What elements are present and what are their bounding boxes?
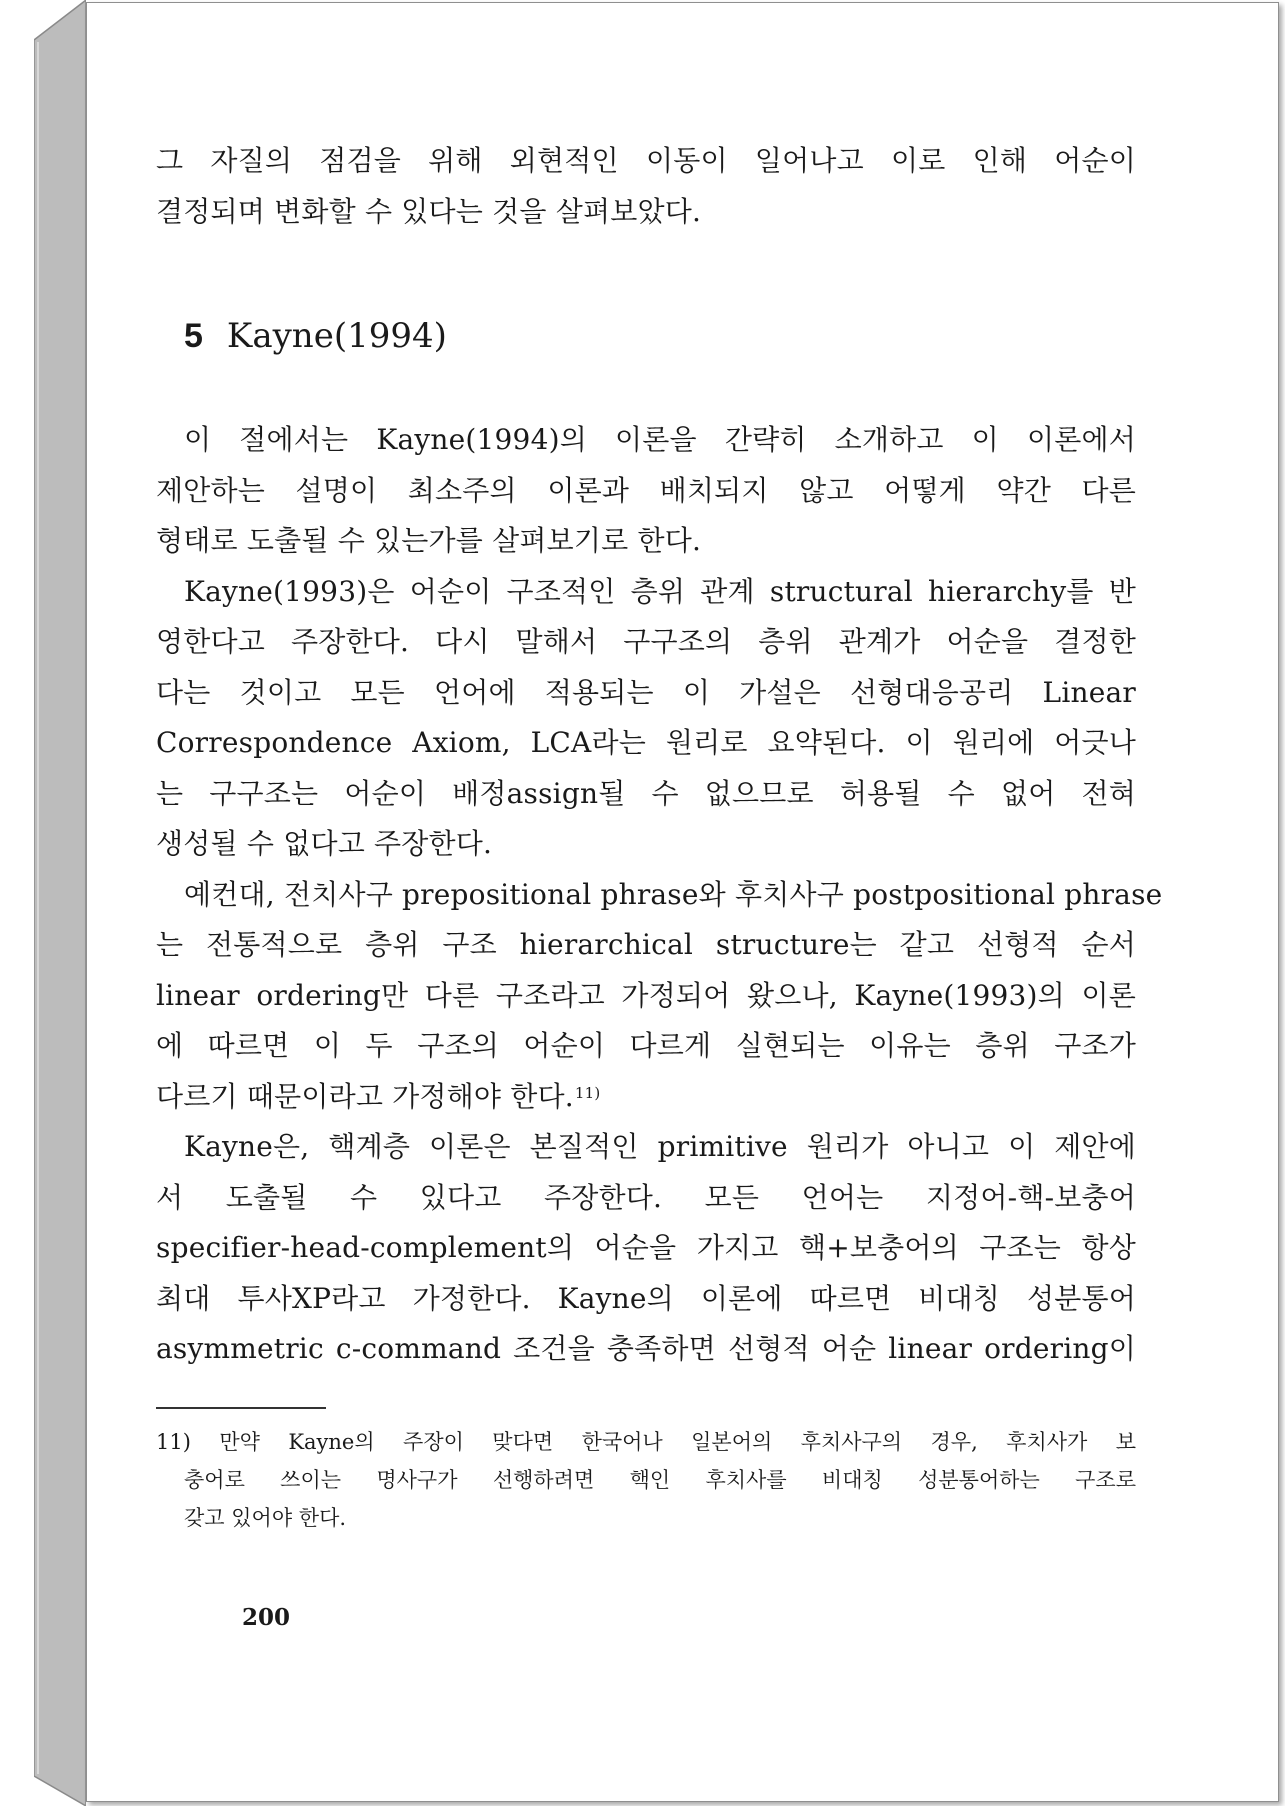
footnote-line bbox=[156, 1423, 1136, 1461]
footnote-line: 갖고 있어야 한다. bbox=[184, 1505, 347, 1530]
page-content bbox=[156, 136, 1163, 1537]
text-line: asymmetric c-command 조건을 충족하면 선형적 어순 linear ordering이 bbox=[156, 1332, 1136, 1365]
text-line: 제안하는 설명이 최소주의 이론과 배치되지 않고 어떻게 약간 다른 bbox=[156, 473, 1136, 507]
footnote-reference[interactable]: 11) bbox=[574, 1083, 601, 1102]
footnote-line: 충어로 쓰이는 명사구가 선행하려면 핵인 후치사를 비대칭 성분통어하는 구조로 bbox=[184, 1467, 1136, 1492]
book-spine bbox=[34, 0, 86, 1806]
text-line: 생성될 수 없다고 주장한다. bbox=[156, 827, 493, 860]
section-number: 5 bbox=[184, 317, 203, 355]
paragraph-phrases bbox=[156, 870, 1163, 1123]
text-line: Kayne은, 핵계층 이론은 본질적인 primitive 원리가 아니고 이 제안에 bbox=[184, 1130, 1136, 1163]
opening-paragraph bbox=[156, 136, 1136, 237]
text-line: linear ordering만 다른 구조라고 가정되어 왔으나, Kayne(1993)의 이론 bbox=[156, 978, 1136, 1012]
text-line: 서 도출될 수 있다고 주장한다. 모든 언어는 지정어-핵-보충어 bbox=[156, 1180, 1136, 1214]
text-line: 는 구구조는 어순이 배정assign될 수 없으므로 허용될 수 없어 전혀 bbox=[156, 776, 1136, 810]
text-line: Kayne(1993)은 어순이 구조적인 층위 관계 structural hierarchy를 반 bbox=[184, 574, 1136, 608]
text-line: 최대 투사XP라고 가정한다. Kayne의 이론에 따르면 비대칭 성분통어 bbox=[156, 1281, 1136, 1315]
footnote-divider bbox=[156, 1407, 326, 1409]
text-line: 에 따르면 이 두 구조의 어순이 다르게 실현되는 이유는 층위 구조가 bbox=[156, 1029, 1136, 1062]
paragraph-intro bbox=[156, 415, 1136, 567]
text-line: 는 전통적으로 층위 구조 hierarchical structure는 같고 선형적 순서 bbox=[156, 928, 1136, 961]
text-line: Correspondence Axiom, LCA라는 원리로 요약된다. 이 원리에 어긋나 bbox=[156, 726, 1136, 759]
footnote-text: 만약 Kayne의 주장이 맞다면 한국어나 일본어의 후치사구의 경우, 후치사가 보 bbox=[219, 1429, 1136, 1454]
text-line: 그 자질의 점검을 위해 외현적인 이동이 일어나고 이로 인해 어순이 bbox=[156, 144, 1136, 177]
text-line-content: 다르기 때문이라고 가정해야 한다. bbox=[156, 1079, 574, 1113]
text-line: 영한다고 주장한다. 다시 말해서 구구조의 층위 관계가 어순을 결정한 bbox=[156, 625, 1136, 658]
paragraph-lca bbox=[156, 567, 1136, 870]
footnote-marker: 11) bbox=[156, 1429, 191, 1454]
footnote bbox=[156, 1423, 1136, 1537]
text-line: 형태로 도출될 수 있는가를 살펴보기로 한다. bbox=[156, 524, 702, 557]
section-title: Kayne(1994) bbox=[226, 316, 447, 356]
text-line: specifier-head-complement의 어순을 가지고 핵+보충어의 구조는 항상 bbox=[156, 1231, 1136, 1264]
text-line: 결정되며 변화할 수 있다는 것을 살펴보았다. bbox=[156, 194, 702, 228]
book-edge-shape bbox=[34, 0, 86, 1806]
text-line: 다는 것이고 모든 언어에 적용되는 이 가설은 선형대응공리 Linear bbox=[156, 675, 1136, 709]
text-line: 예컨대, 전치사구 prepositional phrase와 후치사구 postpositional phrase bbox=[184, 877, 1163, 911]
paragraph-xbar bbox=[156, 1122, 1136, 1375]
text-line: 이 절에서는 Kayne(1994)의 이론을 간략히 소개하고 이 이론에서 bbox=[184, 423, 1136, 456]
page-number: 200 bbox=[242, 1604, 291, 1631]
section-heading bbox=[156, 311, 1136, 361]
text-line bbox=[156, 1072, 1136, 1123]
